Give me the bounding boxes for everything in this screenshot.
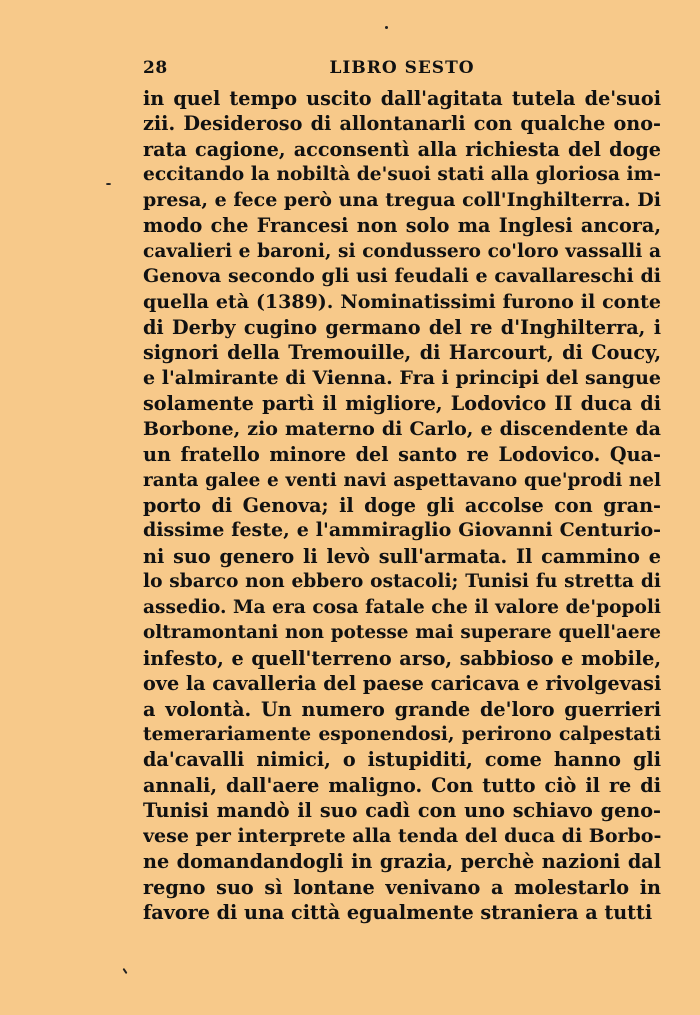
text-line: a volontà. Un numero grande de'loro guerrieri xyxy=(143,697,661,721)
text-line: ni suo genero li levò sull'armata. Il cammino e xyxy=(143,544,661,568)
text-line: quella età (1389). Nominatissimi furono il conte xyxy=(143,290,661,313)
text-line: ove la cavalleria del paese caricava e rivolgevasi xyxy=(143,672,661,696)
text-line: Genova secondo gli usi feudali e cavallareschi di xyxy=(143,265,661,288)
text-line: un fratello minore del santo re Lodovico. Qua- xyxy=(143,443,661,467)
ink-speck xyxy=(106,183,111,185)
text-line: e l'almirante di Vienna. Fra i principi del sangue xyxy=(143,366,661,389)
text-line: regno suo sì lontane venivano a molestarlo in xyxy=(143,875,661,899)
text-line: ne domandandogli in grazia, perchè nazioni dal xyxy=(143,850,661,874)
text-line: eccitando la nobiltà de'suoi stati alla gloriosa im- xyxy=(143,164,661,186)
text-line: modo che Francesi non solo ma Inglesi ancora, xyxy=(143,214,661,238)
text-line: vese per interprete alla tenda del duca di Borbo- xyxy=(143,824,661,847)
text-line: solamente partì il migliore, Lodovico II duca di xyxy=(143,392,661,416)
text-line: in quel tempo uscito dall'agitata tutela de'suoi xyxy=(143,87,661,110)
text-line: porto di Genova; il doge gli accolse con gran- xyxy=(143,494,661,517)
text-line: Borbone, zio materno di Carlo, e discendente da xyxy=(143,417,661,440)
running-head: LIBRO SESTO xyxy=(329,58,475,78)
text-line: Tunisi mandò il suo cadì con uno schiavo geno- xyxy=(143,799,661,823)
text-line: annali, dall'aere maligno. Con tutto ciò il re di xyxy=(143,773,661,797)
text-line: signori della Tremouille, di Harcourt, di Coucy, xyxy=(143,341,661,365)
text-line: di Derby cugino germano del re d'Inghilterra, i xyxy=(143,315,661,339)
text-line: assedio. Ma era cosa fatale che il valore de'popoli xyxy=(143,596,661,618)
page-header xyxy=(143,58,661,84)
body-text xyxy=(143,86,661,925)
text-line: dissime feste, e l'ammiraglio Giovanni Centurio- xyxy=(143,519,661,542)
text-line: rata cagione, acconsentì alla richiesta del doge xyxy=(143,137,661,161)
text-line: infesto, e quell'terreno arso, sabbioso e mobile, xyxy=(143,646,661,670)
text-line: zii. Desideroso di allontanarli con qualche ono- xyxy=(143,112,661,136)
page-number: 28 xyxy=(143,58,168,78)
text-line: ranta galee e venti navi aspettavano que'prodi nel xyxy=(143,469,661,491)
text-line: cavalieri e baroni, si condussero co'loro vassalli a xyxy=(143,240,661,262)
text-line: temerariamente esponendosi, perirono calpestati xyxy=(143,723,661,745)
text-line: presa, e fece però una tregua coll'Inghilterra. Di xyxy=(143,188,661,211)
text-line: lo sbarco non ebbero ostacoli; Tunisi fu stretta di xyxy=(143,571,661,593)
text-line: favore di una città egualmente straniera a tutti xyxy=(143,901,653,924)
text-line: oltramontani non potesse mai superare quell'aere xyxy=(143,622,661,644)
ink-speck xyxy=(385,26,388,29)
text-line: da'cavalli nimici, o istupiditi, come hanno gli xyxy=(143,748,661,772)
ink-speck xyxy=(122,968,127,974)
